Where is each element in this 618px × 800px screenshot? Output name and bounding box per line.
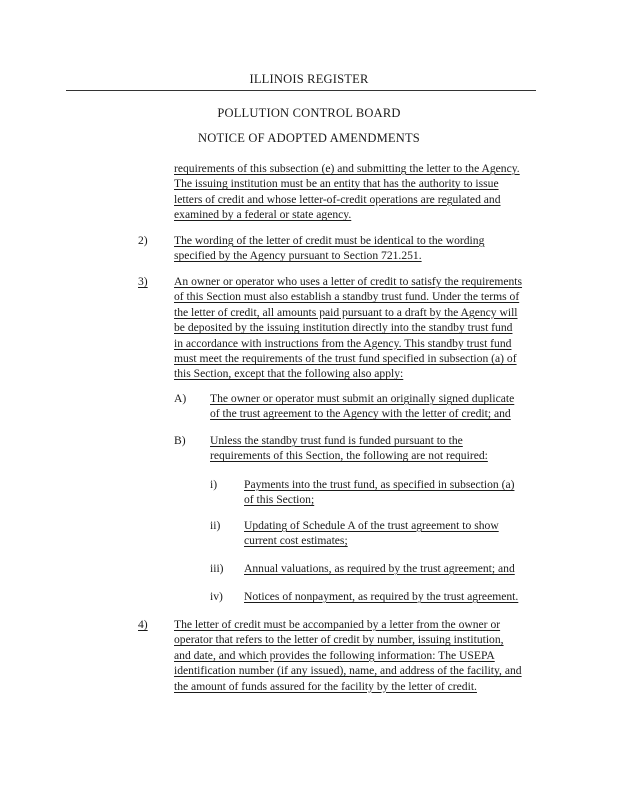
text-line: Payments into the trust fund, as specified in subsection (a) [244,478,515,491]
item-4-text [174,617,522,694]
continuation-paragraph [174,161,520,223]
text-line: Updating of Schedule A of the trust agreement to show [244,519,499,532]
text-line: examined by a federal or state agency. [174,208,352,222]
roman-iii-text [244,561,515,576]
sub-b-text [210,433,488,464]
roman-iv-text [244,589,518,604]
roman-ii-text [244,518,499,549]
text-line: Unless the standby trust fund is funded pursuant to the [210,434,463,447]
text-line: be deposited by the issuing institution directly into the standby trust fund [174,321,513,335]
roman-i-text [244,477,514,508]
text-line: The wording of the letter of credit must be identical to the wording [174,234,485,247]
notice-title: NOTICE OF ADOPTED AMENDMENTS [198,131,420,145]
text-line: of this Section must also establish a standby trust fund. Under the terms of [174,290,520,304]
text-line: letters of credit and whose letter-of-credit operations are regulated and [174,192,501,206]
item-3-number: 3) [138,275,148,288]
text-line: Annual valuations, as required by the trust agreement; and [244,562,515,575]
text-line: specified by the Agency pursuant to Section 721.251. [174,249,422,263]
text-line: and date, and which provides the following information: The USEPA [174,648,495,662]
sub-a-text [210,391,514,422]
text-line: The letter of credit must be accompanied by a letter from the owner or [174,618,501,631]
roman-iv-number: iv) [210,590,223,603]
roman-ii-number: ii) [210,519,221,532]
text-line: in accordance with instructions from the Agency. This standby trust fund [174,336,512,350]
text-line: requirements of this subsection (e) and submitting the letter to the Agency. [174,162,520,175]
sub-b-number: B) [174,434,186,447]
text-line: The owner or operator must submit an originally signed duplicate [210,392,515,405]
sub-a-number: A) [174,392,187,405]
text-line: of the trust agreement to the Agency with the letter of credit; and [210,407,511,421]
header-rule [66,90,536,91]
text-line: current cost estimates; [244,534,348,548]
item-2-text [174,233,484,264]
text-line: of this Section; [244,493,315,507]
text-line: must meet the requirements of the trust fund specified in subsection (a) of [174,352,517,366]
text-line: the letter of credit, all amounts paid pursuant to a draft by the Agency will [174,305,518,319]
text-line: this Section, except that the following also apply: [174,367,404,381]
text-line: operator that refers to the letter of credit by number, issuing institution, [174,633,504,647]
item-4-number: 4) [138,618,148,631]
roman-i-number: i) [210,478,218,491]
text-line: Notices of nonpayment, as required by the trust agreement. [244,590,519,603]
item-2-number: 2) [138,234,148,247]
text-line: identification number (if any issued), name, and address of the facility, and [174,664,522,678]
text-line: An owner or operator who uses a letter of credit to satisfy the requirements [174,275,523,288]
text-line: requirements of this Section, the following are not required: [210,449,488,463]
text-line: the amount of funds assured for the facility by the letter of credit. [174,679,477,693]
roman-iii-number: iii) [210,562,224,575]
item-3-text [174,274,522,382]
text-line: The issuing institution must be an entity that has the authority to issue [174,177,499,191]
board-title: POLLUTION CONTROL BOARD [217,106,401,120]
register-title: ILLINOIS REGISTER [249,72,369,86]
